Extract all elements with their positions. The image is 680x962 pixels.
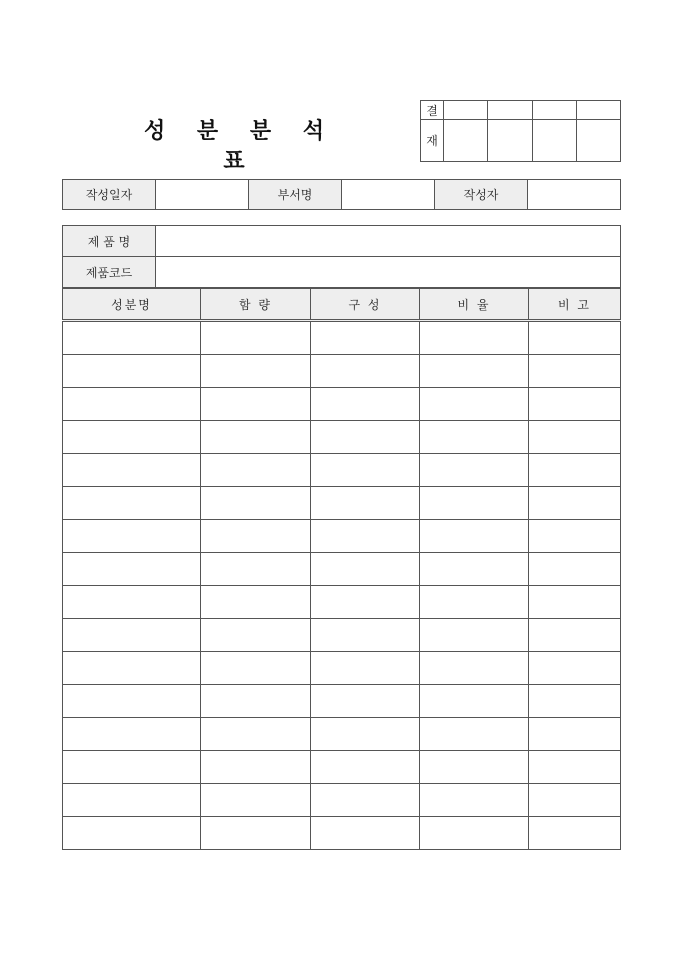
department-field[interactable] — [342, 180, 435, 210]
remarks-cell[interactable] — [529, 355, 621, 388]
created-date-label: 작성일자 — [63, 180, 156, 210]
composition-cell[interactable] — [311, 421, 420, 454]
approval-box — [420, 100, 621, 162]
composition-cell[interactable] — [311, 355, 420, 388]
remarks-cell[interactable] — [529, 553, 621, 586]
ingredient-cell[interactable] — [63, 487, 201, 520]
author-label: 작성자 — [435, 180, 528, 210]
ratio-cell[interactable] — [420, 718, 529, 751]
composition-cell[interactable] — [311, 685, 420, 718]
composition-cell[interactable] — [311, 321, 420, 355]
approval-label-bottom: 재 — [421, 120, 444, 162]
approval-signer-1-title[interactable] — [444, 101, 488, 120]
composition-cell[interactable] — [311, 751, 420, 784]
ingredient-cell[interactable] — [63, 685, 201, 718]
ingredient-cell[interactable] — [63, 388, 201, 421]
created-date-field[interactable] — [156, 180, 249, 210]
composition-cell[interactable] — [311, 454, 420, 487]
ratio-cell[interactable] — [420, 553, 529, 586]
ratio-cell[interactable] — [420, 520, 529, 553]
approval-signer-2-sign[interactable] — [488, 120, 532, 162]
table-row — [63, 321, 621, 355]
composition-cell[interactable] — [311, 586, 420, 619]
approval-signer-1-sign[interactable] — [444, 120, 488, 162]
amount-cell[interactable] — [201, 784, 311, 817]
amount-cell[interactable] — [201, 652, 311, 685]
amount-cell[interactable] — [201, 619, 311, 652]
remarks-cell[interactable] — [529, 388, 621, 421]
remarks-cell[interactable] — [529, 520, 621, 553]
ratio-cell[interactable] — [420, 751, 529, 784]
ingredient-cell[interactable] — [63, 454, 201, 487]
composition-cell[interactable] — [311, 520, 420, 553]
remarks-cell[interactable] — [529, 652, 621, 685]
amount-cell[interactable] — [201, 520, 311, 553]
amount-cell[interactable] — [201, 586, 311, 619]
remarks-cell[interactable] — [529, 421, 621, 454]
approval-signer-4-title[interactable] — [576, 101, 620, 120]
amount-cell[interactable] — [201, 685, 311, 718]
remarks-cell[interactable] — [529, 784, 621, 817]
composition-cell[interactable] — [311, 487, 420, 520]
ratio-cell[interactable] — [420, 421, 529, 454]
table-row — [63, 751, 621, 784]
table-row — [63, 487, 621, 520]
author-field[interactable] — [528, 180, 621, 210]
ingredient-cell[interactable] — [63, 520, 201, 553]
amount-cell[interactable] — [201, 553, 311, 586]
remarks-cell[interactable] — [529, 619, 621, 652]
table-row — [63, 784, 621, 817]
approval-signer-3-sign[interactable] — [532, 120, 576, 162]
ingredient-cell[interactable] — [63, 817, 201, 850]
table-row — [63, 652, 621, 685]
ratio-cell[interactable] — [420, 487, 529, 520]
amount-cell[interactable] — [201, 421, 311, 454]
page-title: 성 분 분 석 표 — [144, 119, 336, 174]
table-row — [63, 454, 621, 487]
amount-cell[interactable] — [201, 454, 311, 487]
composition-cell[interactable] — [311, 619, 420, 652]
amount-cell[interactable] — [201, 718, 311, 751]
product-section — [62, 225, 621, 288]
ingredient-cell[interactable] — [63, 553, 201, 586]
table-row — [63, 388, 621, 421]
composition-cell[interactable] — [311, 553, 420, 586]
ingredient-cell[interactable] — [63, 718, 201, 751]
table-row — [63, 355, 621, 388]
ratio-cell[interactable] — [420, 388, 529, 421]
remarks-cell[interactable] — [529, 454, 621, 487]
amount-cell[interactable] — [201, 751, 311, 784]
product-code-label: 제품코드 — [63, 257, 156, 288]
remarks-cell[interactable] — [529, 751, 621, 784]
column-header-remarks: 비 고 — [529, 289, 621, 321]
ratio-cell[interactable] — [420, 355, 529, 388]
ratio-cell[interactable] — [420, 321, 529, 355]
approval-signer-4-sign[interactable] — [576, 120, 620, 162]
ingredient-cell[interactable] — [63, 784, 201, 817]
composition-cell[interactable] — [311, 817, 420, 850]
column-header-composition: 구 성 — [311, 289, 420, 321]
ratio-cell[interactable] — [420, 817, 529, 850]
ingredient-cell[interactable] — [63, 619, 201, 652]
product-name-label: 제 품 명 — [63, 226, 156, 257]
product-name-field[interactable] — [156, 226, 621, 257]
ratio-cell[interactable] — [420, 685, 529, 718]
column-header-ratio: 비 율 — [420, 289, 529, 321]
ingredient-cell[interactable] — [63, 586, 201, 619]
amount-cell[interactable] — [201, 817, 311, 850]
ratio-cell[interactable] — [420, 586, 529, 619]
remarks-cell[interactable] — [529, 586, 621, 619]
remarks-cell[interactable] — [529, 817, 621, 850]
amount-cell[interactable] — [201, 355, 311, 388]
ingredient-cell[interactable] — [63, 652, 201, 685]
department-label: 부서명 — [249, 180, 342, 210]
ratio-cell[interactable] — [420, 454, 529, 487]
approval-signer-2-title[interactable] — [488, 101, 532, 120]
approval-label-top: 결 — [421, 101, 444, 120]
table-row — [63, 520, 621, 553]
info-row — [62, 179, 621, 210]
table-row — [63, 421, 621, 454]
ingredient-cell[interactable] — [63, 751, 201, 784]
product-code-field[interactable] — [156, 257, 621, 288]
approval-signer-3-title[interactable] — [532, 101, 576, 120]
table-row — [63, 817, 621, 850]
table-row — [63, 685, 621, 718]
ratio-cell[interactable] — [420, 619, 529, 652]
ratio-cell[interactable] — [420, 784, 529, 817]
amount-cell[interactable] — [201, 487, 311, 520]
remarks-cell[interactable] — [529, 718, 621, 751]
table-row — [63, 718, 621, 751]
amount-cell[interactable] — [201, 321, 311, 355]
table-row — [63, 553, 621, 586]
ingredient-cell[interactable] — [63, 355, 201, 388]
ingredient-cell[interactable] — [63, 321, 201, 355]
column-header-ingredient: 성분명 — [63, 289, 201, 321]
ingredient-cell[interactable] — [63, 421, 201, 454]
composition-cell[interactable] — [311, 652, 420, 685]
table-row — [63, 586, 621, 619]
composition-cell[interactable] — [311, 388, 420, 421]
remarks-cell[interactable] — [529, 685, 621, 718]
remarks-cell[interactable] — [529, 487, 621, 520]
table-row — [63, 619, 621, 652]
amount-cell[interactable] — [201, 388, 311, 421]
ratio-cell[interactable] — [420, 652, 529, 685]
column-header-amount: 함 량 — [201, 289, 311, 321]
ingredient-table — [62, 288, 621, 850]
composition-cell[interactable] — [311, 784, 420, 817]
composition-cell[interactable] — [311, 718, 420, 751]
remarks-cell[interactable] — [529, 321, 621, 355]
